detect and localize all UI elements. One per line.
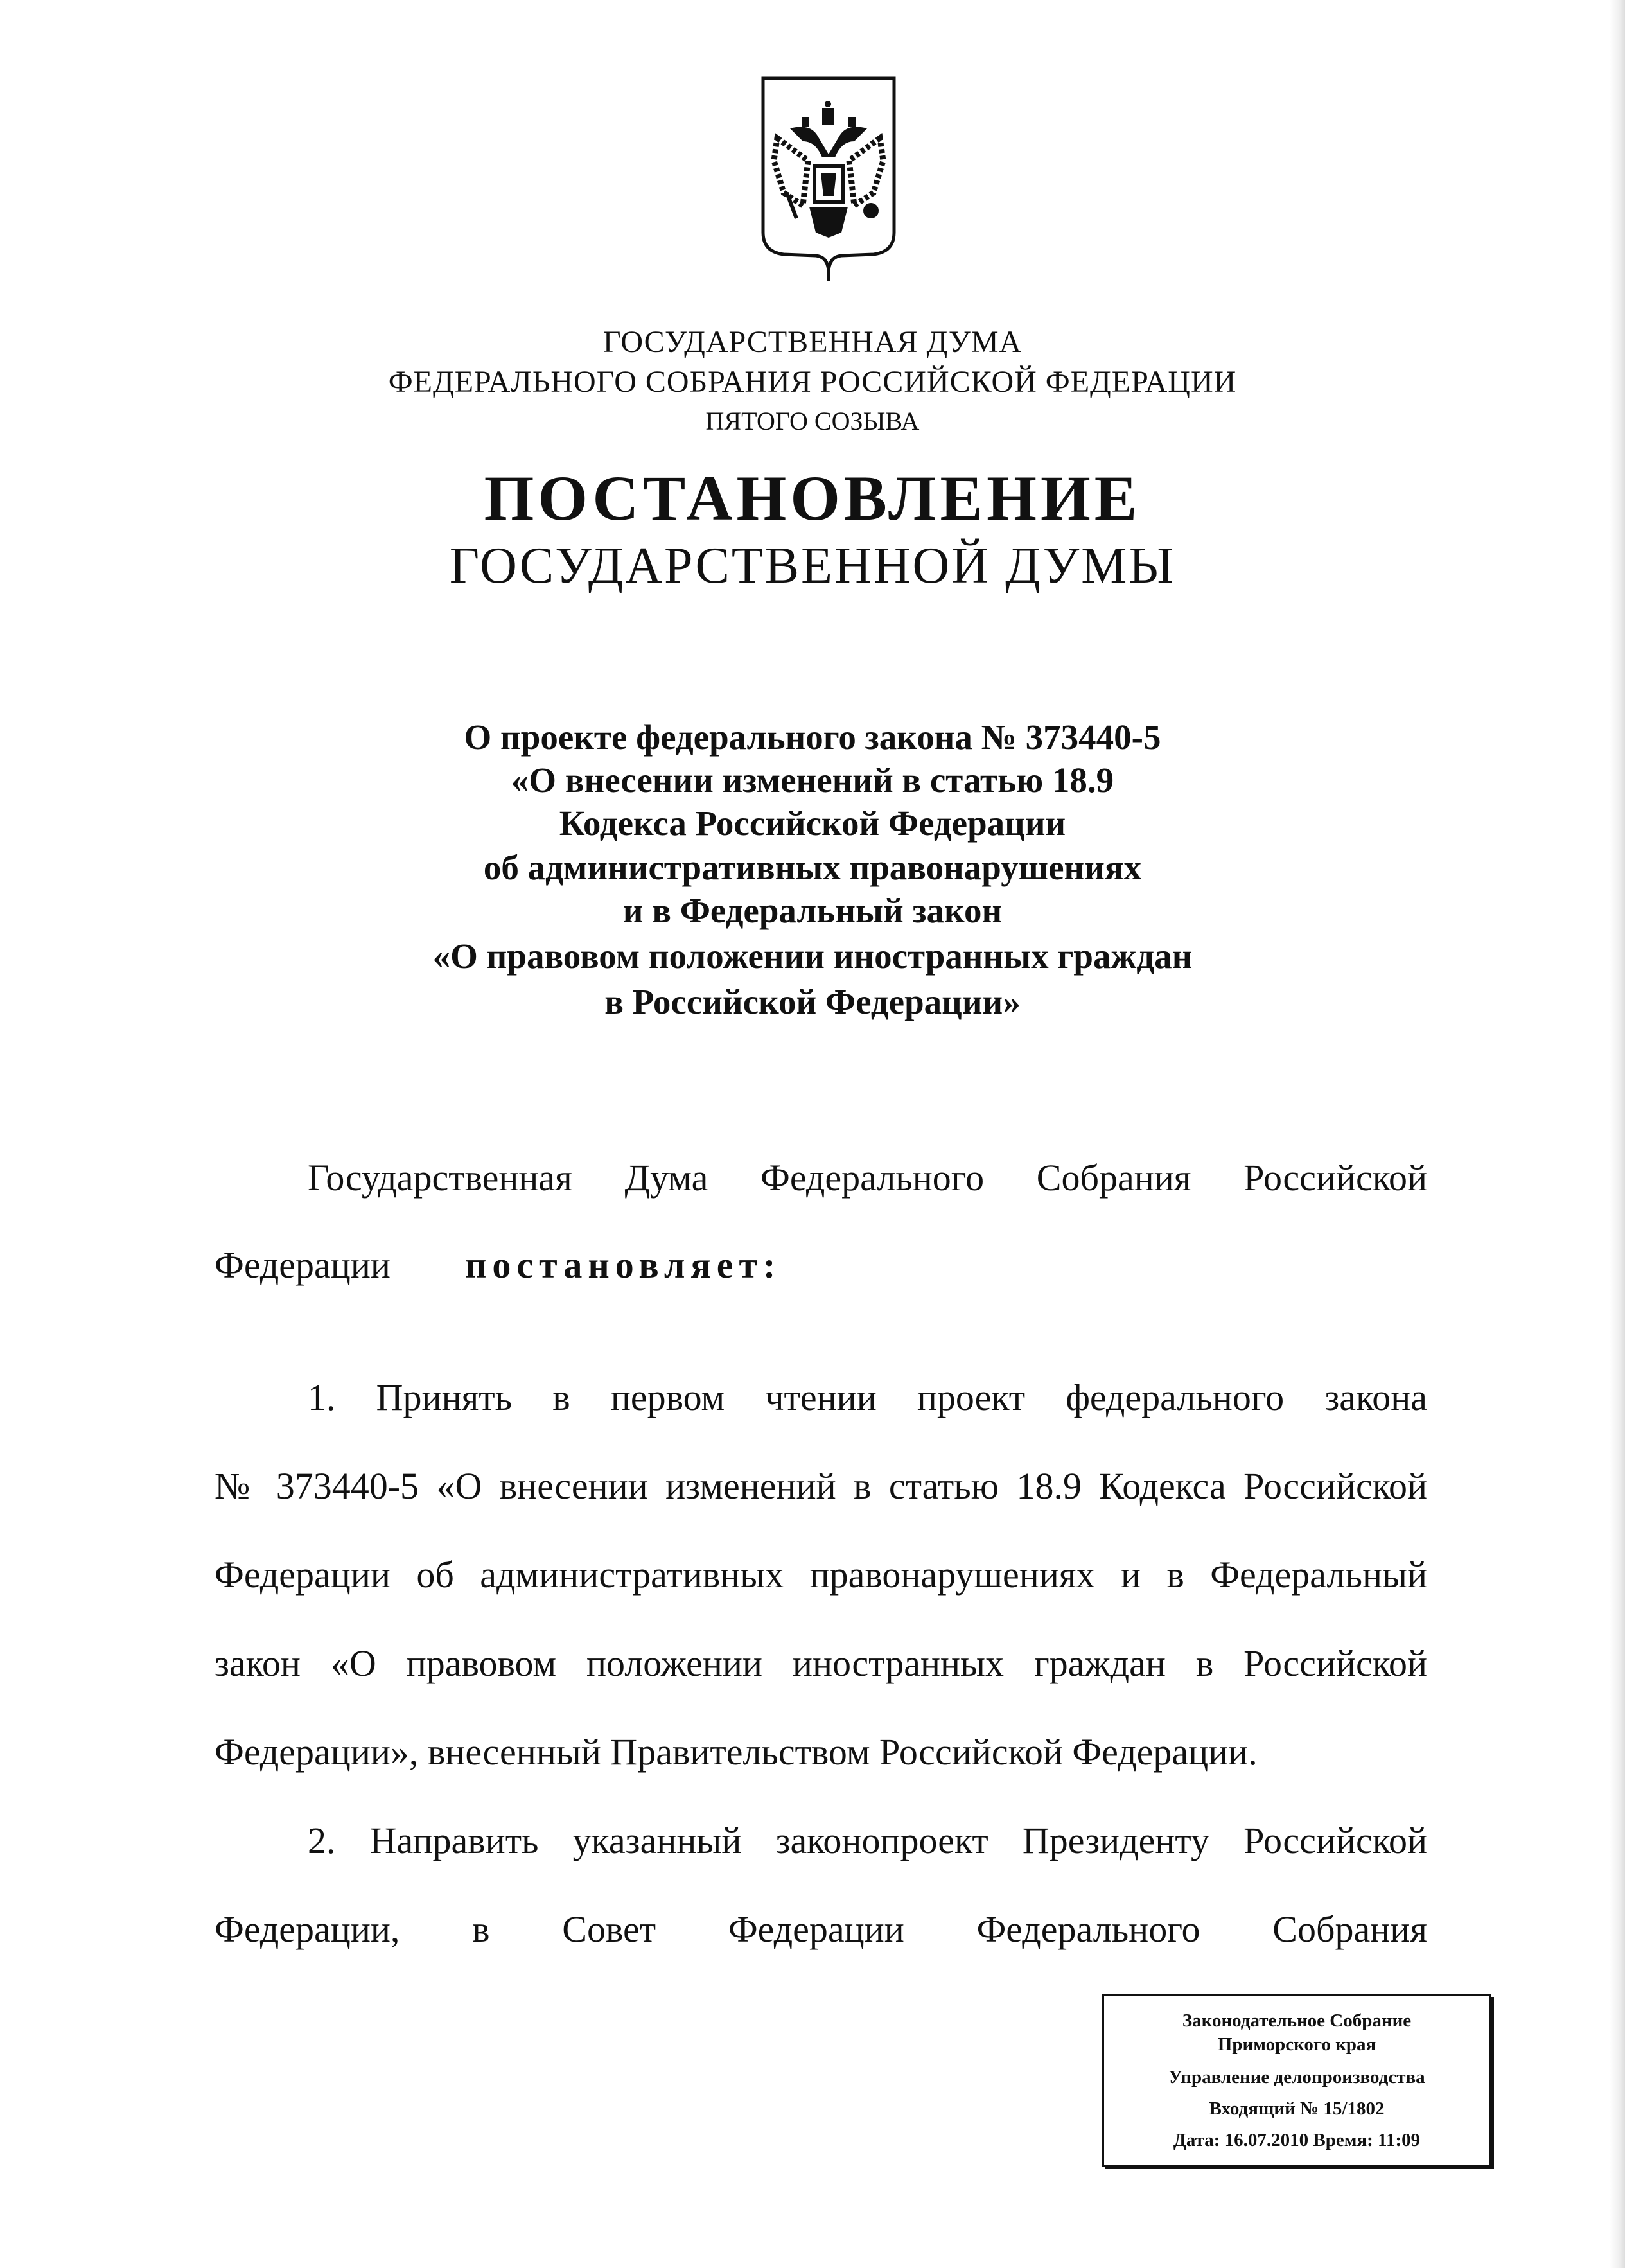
paragraph-1-line: закон «О правовом положении иностранных граждан в Российской [215, 1642, 1427, 1684]
document-type-subtitle: ГОСУДАРСТВЕННОЙ ДУМЫ [449, 538, 1176, 594]
paragraph-1-line: 1. Принять в первом чтении проект федерального закона [308, 1376, 1427, 1418]
paragraph-2-line: 2. Направить указанный законопроект Президенту Российской [308, 1820, 1427, 1861]
incoming-registration-stamp [1102, 1994, 1491, 2167]
paragraph-1-line: № 373440-5 «О внесении изменений в статью 18.9 Кодекса Российской [215, 1465, 1427, 1507]
header-duma: ГОСУДАРСТВЕННАЯ ДУМА [602, 325, 1023, 359]
subject-line: «О правовом положении иностранных граждан [432, 936, 1193, 976]
subject-line: и в Федеральный закон [622, 891, 1003, 930]
intro-line [215, 1244, 1427, 1287]
document-type-title: ПОСТАНОВЛЕНИЕ [484, 462, 1141, 534]
stamp-department: Управление делопроизводства [1168, 2067, 1425, 2088]
coat-of-arms-emblem [758, 64, 899, 283]
stamp-region: Приморского края [1217, 2034, 1376, 2055]
header-convocation: ПЯТОГО СОЗЫВА [705, 407, 920, 435]
subject-line: об административных правонарушениях [483, 848, 1142, 887]
subject-line: в Российской Федерации» [604, 982, 1021, 1021]
header-federal-assembly: ФЕДЕРАЛЬНОГО СОБРАНИЯ РОССИЙСКОЙ ФЕДЕРАЦИИ [388, 365, 1237, 399]
paragraph-1-line: Федерации об административных правонарушениях и в Федеральный [215, 1554, 1427, 1596]
paragraph-2-line: Федерации, в Совет Федерации Федерального Собрания [215, 1908, 1427, 1950]
paragraph-1-line: Федерации», внесенный Правительством Российской Федерации. [215, 1731, 1258, 1773]
stamp-incoming-number: Входящий № 15/1802 [1209, 2098, 1385, 2119]
subject-line: «О внесении изменений в статью 18.9 [511, 760, 1114, 800]
stamp-date-time: Дата: 16.07.2010 Время: 11:09 [1173, 2130, 1421, 2150]
subject-line: О проекте федерального закона № 373440-5 [464, 717, 1161, 757]
stamp-organization: Законодательное Собрание [1182, 2010, 1412, 2031]
resolves-word: постановляет: [465, 1244, 782, 1286]
subject-line: Кодекса Российской Федерации [559, 804, 1066, 843]
intro-line: Государственная Дума Федерального Собрания Российской [308, 1157, 1427, 1199]
intro-federation: Федерации [215, 1244, 391, 1286]
